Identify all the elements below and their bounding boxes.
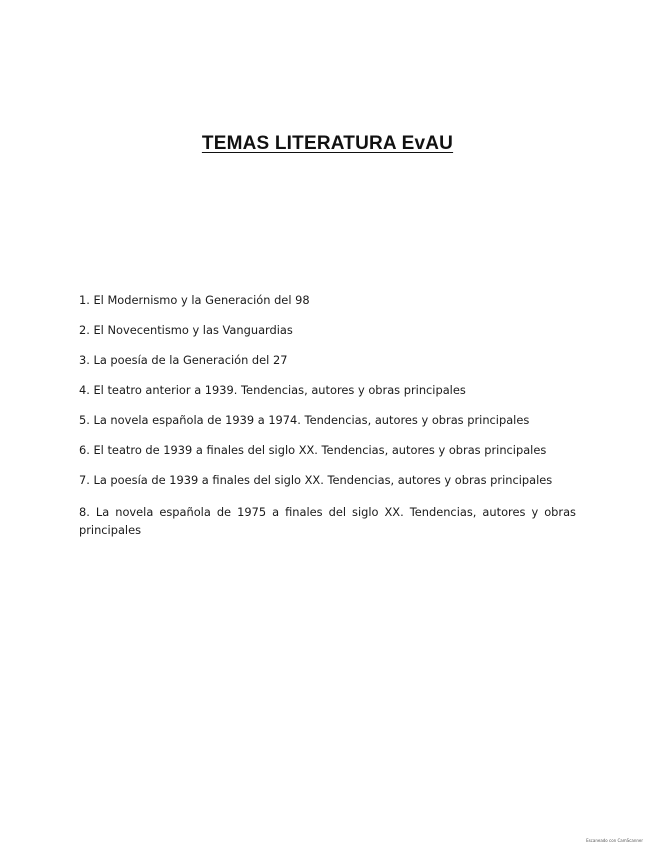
scanner-footer: Escaneado con CamScanner [586, 838, 643, 843]
topic-item-7: 7. La poesía de 1939 a finales del siglo XX. Tendencias, autores y obras principales [79, 473, 553, 487]
topic-item-5: 5. La novela española de 1939 a 1974. Tendencias, autores y obras principales [79, 413, 530, 427]
topic-item-4: 4. El teatro anterior a 1939. Tendencias, autores y obras principales [79, 383, 466, 397]
topic-item-8: 8. La novela española de 1975 a finales del siglo XX. Tendencias, autores y obras principales [79, 505, 576, 537]
page-title: TEMAS LITERATURA EvAU [201, 133, 454, 154]
topic-list [79, 293, 576, 554]
topic-item-1: 1. El Modernismo y la Generación del 98 [79, 293, 310, 307]
topic-item-2: 2. El Novecentismo y las Vanguardias [79, 323, 293, 337]
topic-item-6: 6. El teatro de 1939 a finales del siglo XX. Tendencias, autores y obras principales [79, 443, 547, 457]
topic-item-3: 3. La poesía de la Generación del 27 [79, 353, 288, 367]
